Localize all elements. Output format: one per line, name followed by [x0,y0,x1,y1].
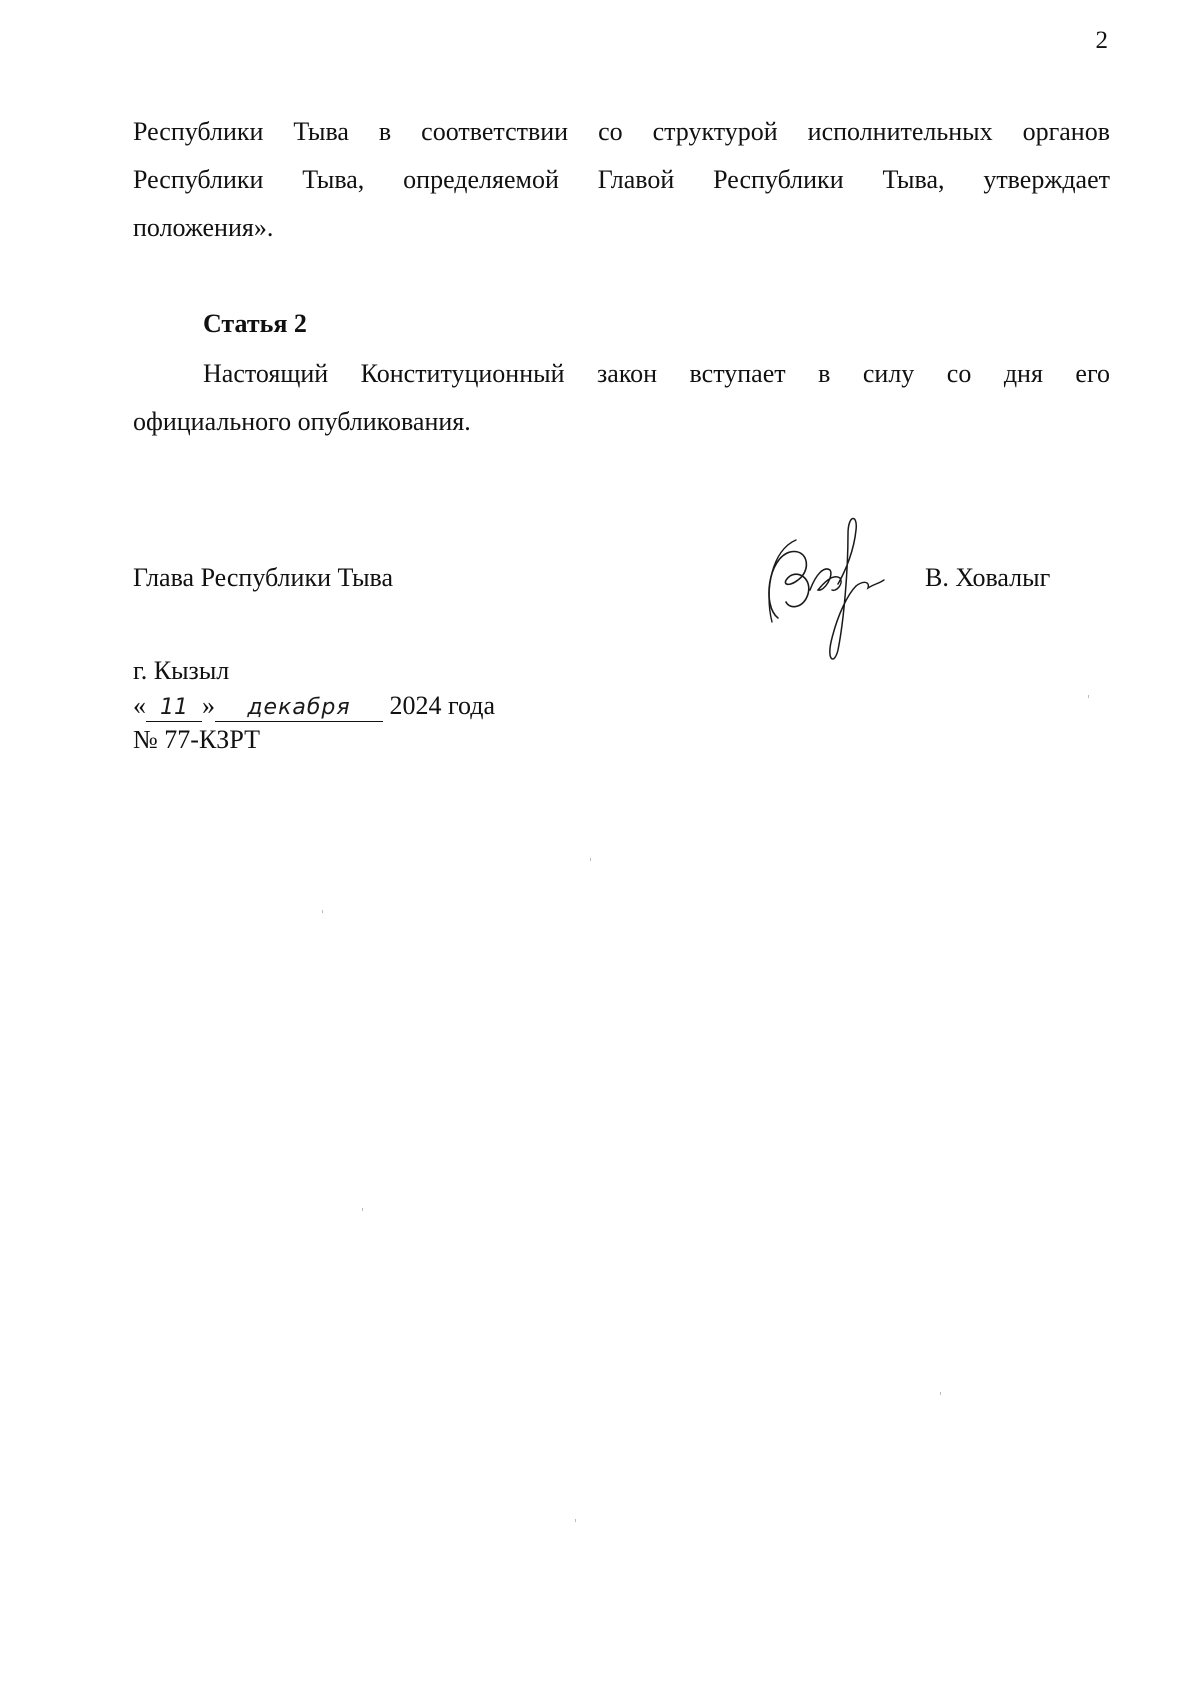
date-open-quote: « [133,691,146,720]
date-year: 2024 года [389,691,496,720]
paragraph-1 [133,108,1110,252]
signing-date [133,689,495,723]
date-month-handwritten: декабря [215,695,383,722]
signatory-title: Глава Республики Тыва [133,563,394,592]
paragraph-2-line-2: официального опубликования. [133,407,471,436]
scan-speck [575,1519,576,1522]
paragraph-2-line-1: Настоящий Конституционный закон вступает в силу со дня его [203,359,1110,388]
handwritten-signature [760,510,910,670]
page-number: 2 [1095,27,1108,54]
scan-speck [322,910,323,913]
article-heading: Статья 2 [203,309,307,338]
date-close-quote: » [202,691,215,720]
paragraph-2 [133,350,1110,446]
signatory-name: В. Ховалыг [925,563,1051,592]
scan-speck [362,1208,363,1211]
paragraph-1-line-2: Республики Тыва, определяемой Главой Республики Тыва, утверждает [133,165,1110,194]
scan-speck [1088,695,1089,698]
scan-speck [940,1392,941,1395]
place-of-signing: г. Кызыл [133,656,230,685]
date-day-handwritten: 11 [146,695,202,722]
document-number: № 77-КЗРТ [133,725,260,754]
scan-speck [590,858,591,861]
paragraph-1-line-3: положения». [133,213,274,242]
paragraph-1-line-1: Республики Тыва в соответствии со структурой исполнительных органов [133,117,1110,146]
